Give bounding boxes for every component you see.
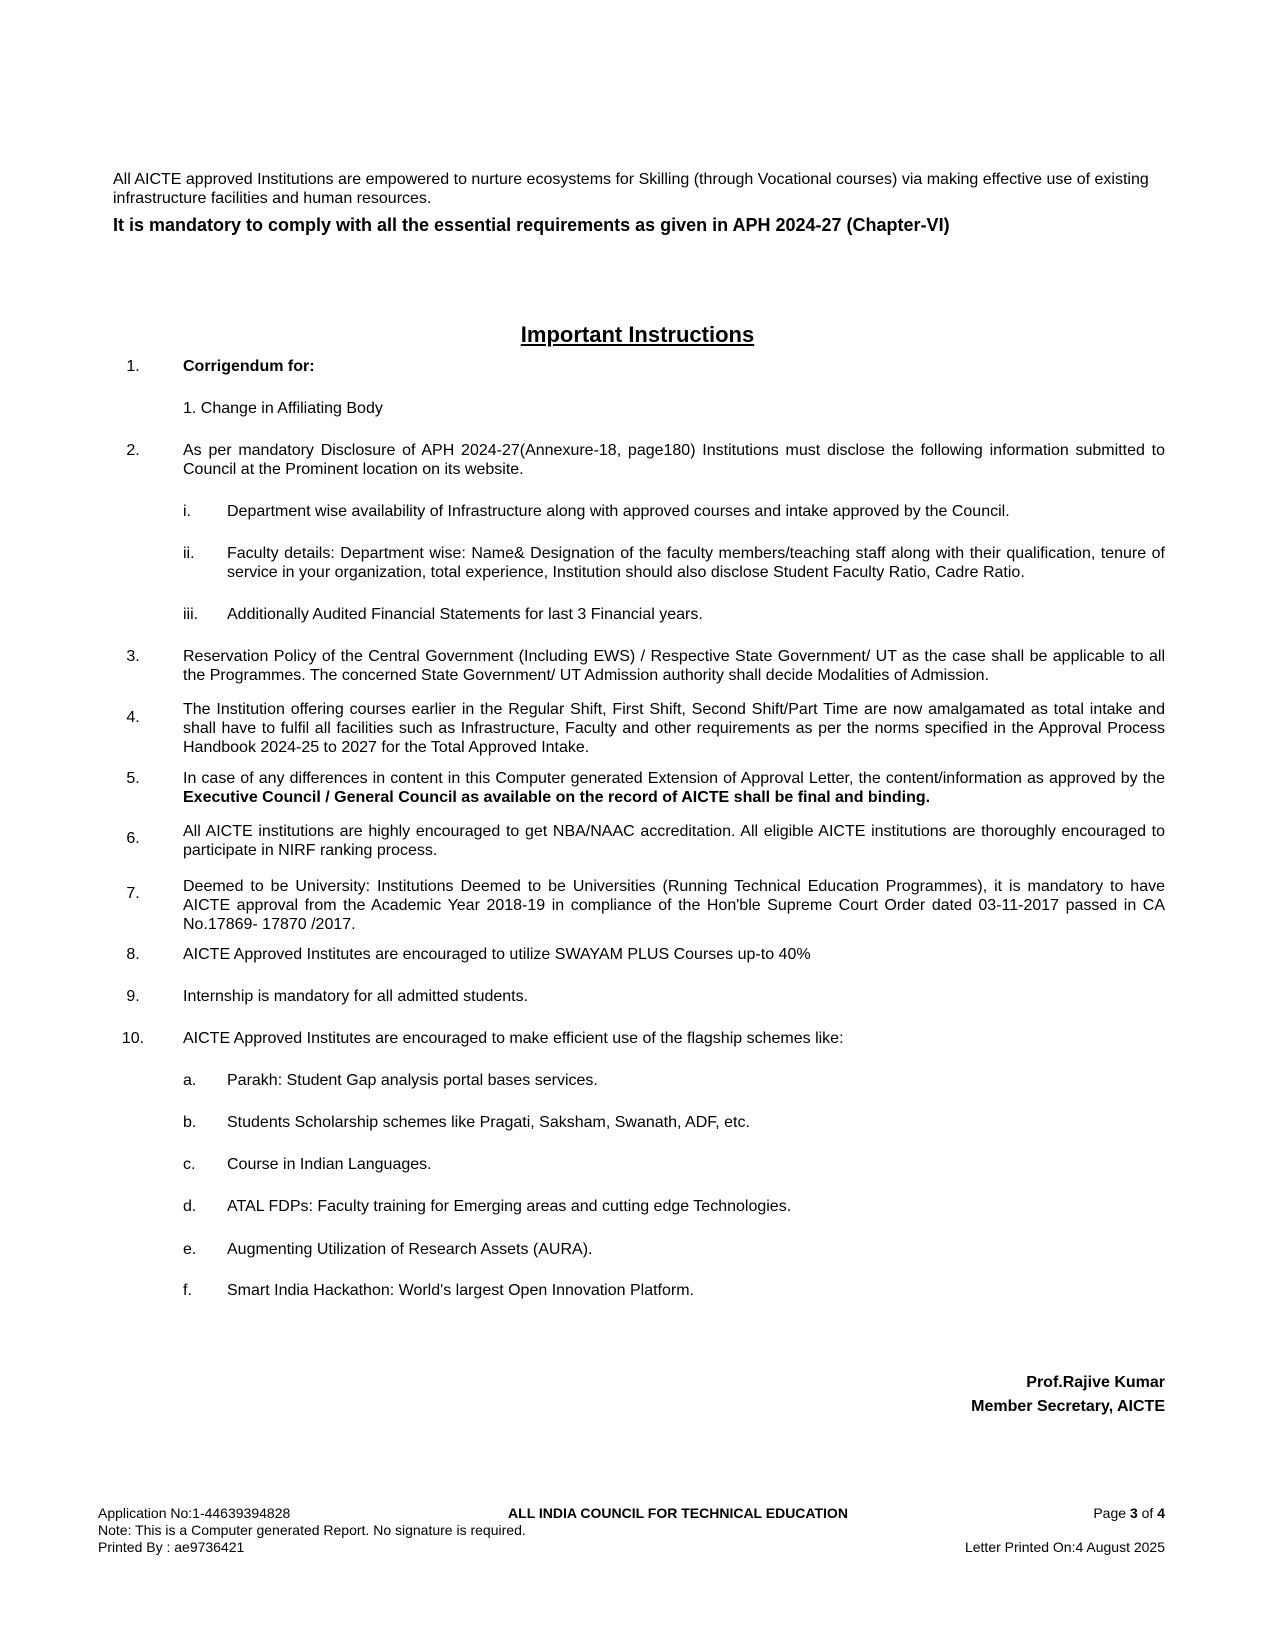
item-text [183, 769, 1165, 807]
item-number: 9. [126, 988, 140, 1005]
item-number: 2. [126, 442, 140, 459]
subitem-text: Additionally Audited Financial Statements for last 3 Financial years. [227, 606, 703, 623]
item-text: As per mandatory Disclosure of APH 2024-27(Annexure-18, page180) Institutions must disclose the following information submitted to Council at the Prominent location on its website. [183, 442, 1165, 478]
item-number: 6. [126, 830, 140, 847]
subitem-text: Augmenting Utilization of Research Assets (AURA). [227, 1241, 593, 1258]
subitem-text: Faculty details: Department wise: Name& Designation of the faculty members/teaching staff along with their qualification, tenure of service in your organization, total experience, Institution should also disclose Student Faculty Ratio, Cadre Ratio. [227, 545, 1165, 581]
subitem-text: Smart India Hackathon: World's largest Open Innovation Platform. [227, 1282, 694, 1299]
mandatory-notice: It is mandatory to comply with all the essential requirements as given in APH 2024-27 (Chapter-VI) [113, 215, 950, 235]
subitem-number: b. [183, 1114, 197, 1131]
subitem-number: e. [183, 1241, 197, 1258]
footer-note: Note: This is a Computer generated Report. No signature is required. [98, 1522, 526, 1538]
application-number: Application No:1-44639394828 [98, 1505, 291, 1521]
item-text: The Institution offering courses earlier in the Regular Shift, First Shift, Second Shift/Part Time are now amalgamated as total intake and shall have to fulfil all facilities such as Infrastructure, Faculty and other requirements as per the norms specified in the Approval Process Handbook 2024-25 to 2027 for the Total Approved Intake. [183, 701, 1165, 756]
organization-name: ALL INDIA COUNCIL FOR TECHNICAL EDUCATION [508, 1505, 848, 1521]
page-indicator [1093, 1505, 1165, 1522]
item-text: AICTE Approved Institutes are encouraged to utilize SWAYAM PLUS Courses up-to 40% [183, 946, 811, 963]
printed-by: Printed By : ae9736421 [98, 1539, 245, 1555]
printed-on: Letter Printed On:4 August 2025 [964, 1539, 1165, 1555]
item-text: All AICTE institutions are highly encouraged to get NBA/NAAC accreditation. All eligible AICTE institutions are thoroughly encouraged to participate in NIRF ranking process. [183, 823, 1165, 859]
item-number: 1. [126, 358, 140, 375]
item-sub-text: 1. Change in Affiliating Body [183, 400, 383, 417]
subitem-text: Parakh: Student Gap analysis portal bases services. [227, 1072, 598, 1089]
item-number: 7. [126, 885, 140, 902]
subitem-number: f. [183, 1282, 192, 1299]
item-text-bold: Executive Council / General Council as available on the record of AICTE shall be final and binding. [183, 789, 931, 806]
subitem-number: c. [183, 1156, 196, 1173]
item-text: Corrigendum for: [183, 358, 315, 375]
subitem-number: ii. [183, 545, 195, 562]
page-prefix: Page [1093, 1505, 1130, 1521]
item-text: AICTE Approved Institutes are encouraged to make efficient use of the flagship schemes like: [183, 1030, 844, 1047]
item-text-plain: In case of any differences in content in this Computer generated Extension of Approval Letter, the content/information as approved by the [183, 770, 1165, 787]
item-number: 4. [126, 709, 140, 726]
item-number: 5. [126, 770, 140, 787]
subitem-text: Students Scholarship schemes like Pragati, Saksham, Swanath, ADF, etc. [227, 1114, 750, 1131]
item-text: Deemed to be University: Institutions Deemed to be Universities (Running Technical Education Programmes), it is mandatory to have AICTE approval from the Academic Year 2018-19 in compliance of the Hon'ble Supreme Court Order dated 03-11-2017 passed in CA No.17869- 17870 /2017. [183, 878, 1165, 933]
subitem-number: i. [183, 503, 191, 520]
signatory-name: Prof.Rajive Kumar [1026, 1374, 1165, 1391]
item-number: 3. [126, 648, 140, 665]
subitem-number: iii. [183, 606, 199, 623]
page-title: Important Instructions [520, 322, 755, 347]
subitem-number: a. [183, 1072, 197, 1089]
subitem-text: ATAL FDPs: Faculty training for Emerging areas and cutting edge Technologies. [227, 1198, 792, 1215]
item-text: Internship is mandatory for all admitted students. [183, 988, 529, 1005]
page-of: of [1137, 1505, 1158, 1521]
item-text: Reservation Policy of the Central Government (Including EWS) / Respective State Government/ UT as the case shall be applicable to all the Programmes. The concerned State Government/ UT Admission authority shall decide Modalities of Admission. [183, 648, 1165, 684]
signatory-designation: Member Secretary, AICTE [971, 1398, 1165, 1415]
item-number: 10. [121, 1030, 145, 1047]
page-number: 3 [1129, 1505, 1138, 1521]
subitem-text: Department wise availability of Infrastructure along with approved courses and intake approved by the Council. [227, 503, 1010, 520]
subitem-number: d. [183, 1198, 197, 1215]
intro-paragraph: All AICTE approved Institutions are empowered to nurture ecosystems for Skilling (through Vocational courses) via making effective use of existing infrastructure facilities and human resources. [113, 171, 1149, 207]
page-total: 4 [1157, 1505, 1165, 1521]
subitem-text: Course in Indian Languages. [227, 1156, 432, 1173]
item-number: 8. [126, 946, 140, 963]
